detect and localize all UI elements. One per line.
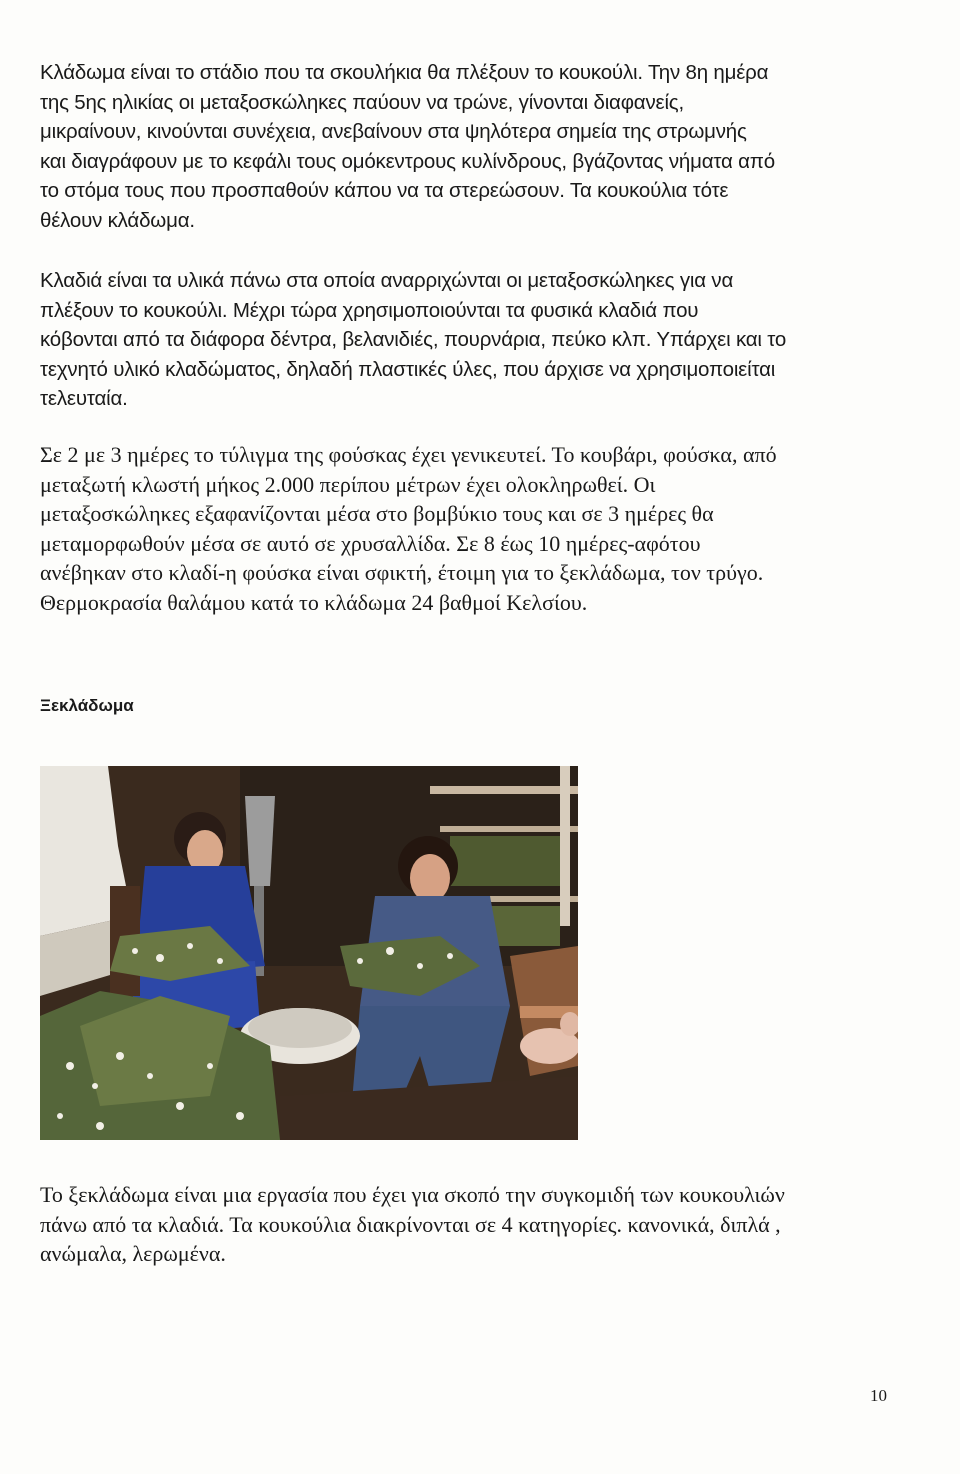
text-line: ανώμαλα, λερωμένα. [40,1241,226,1266]
photo-women-sorting-branches [40,766,578,1140]
text-line: θέλουν κλάδωμα. [40,208,195,232]
page-number: 10 [870,1386,887,1405]
text-line: μεταξωτή κλωστή μήκος 2.000 περίπου μέτρων έχει ολοκληρωθεί. Οι [40,471,656,497]
text-line: τελευταία. [40,387,128,410]
text-line: μικραίνουν, κινούνται συνέχεια, ανεβαίνουν στα ψηλότερα σημεία της στρωμνής [40,120,747,143]
text-line: πλέξουν το κουκούλι. Μέχρι τώρα χρησιμοποιούνται τα φυσικά κλαδιά που [40,298,699,322]
text-line: Θερμοκρασία θαλάμου κατά το κλάδωμα 24 βαθμοί Κελσίου. [40,589,588,615]
text-line: μεταμορφωθούν μέσα σε αυτό σε χρυσαλλίδα. Σε 8 έως 10 ημέρες-αφότου [40,530,701,556]
text-line: τεχνητό υλικό κλαδώματος, δηλαδή πλαστικές ύλες, που άρχισε να χρησιμοποιείται [40,357,776,381]
paragraph-fouska [40,440,900,617]
text-line: κόβονται από τα διάφορα δέντρα, βελανιδιές, πουρνάρια, πεύκο κλπ. Υπάρχει και το [40,328,787,351]
paragraph-xekladoma [40,1180,900,1269]
section-heading: Ξεκλάδωμα [40,696,134,715]
text-line: Το ξεκλάδωμα είναι μια εργασία που έχει για σκοπό την συγκομιδή των κουκουλιών [40,1182,785,1207]
text-line: ανέβηκαν στο κλαδί-η φούσκα είναι σφικτή, έτοιμη για το ξεκλάδωμα, τον τρύγο. [40,560,764,585]
paragraph-kladia [40,266,900,414]
text-line: και διαγράφουν με το κεφάλι τους ομόκεντρους κυλίνδρους, βγάζοντας νήματα από [40,149,775,173]
text-line: μεταξοσκώληκες εξαφανίζονται μέσα στο βομβύκιο τους και σε 3 ημέρες θα [40,501,714,526]
paragraph-klados [40,58,900,235]
text-line: Κλαδιά είναι τα υλικά πάνω στα οποία αναρριχώνται οι μεταξοσκώληκες για να [40,269,734,292]
text-line: πάνω από τα κλαδιά. Τα κουκούλια διακρίνονται σε 4 κατηγορίες. κανονικά, διπλά , [40,1211,781,1237]
text-line: Σε 2 με 3 ημέρες το τύλιγμα της φούσκας έχει γενικευτεί. Το κουβάρι, φούσκα, από [40,442,777,467]
text-line: το στόμα τους που προσπαθούν κάπου να τα στερεώσουν. Τα κουκούλια τότε [40,179,729,202]
text-line: της 5ης ηλικίας οι μεταξοσκώληκες παύουν να τρώνε, γίνονται διαφανείς, [40,90,684,114]
text-line: Κλάδωμα είναι το στάδιο που τα σκουλήκια θα πλέξουν το κουκούλι. Την 8η ημέρα [40,61,769,84]
